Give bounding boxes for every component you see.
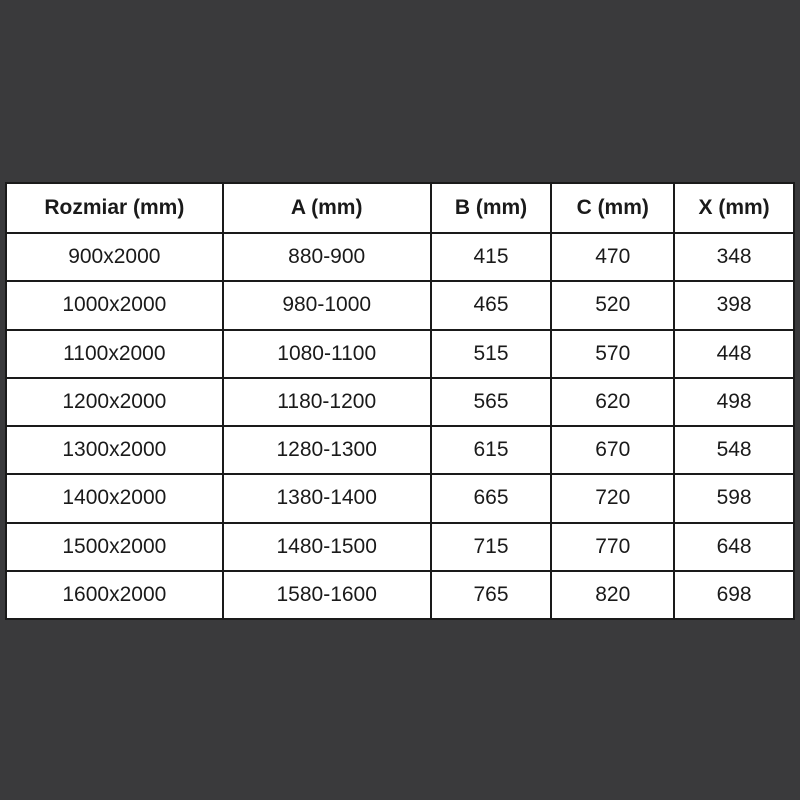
table-cell: 1500x2000 <box>6 523 223 571</box>
table-cell: 1080-1100 <box>223 330 431 378</box>
table-cell: 348 <box>674 233 794 281</box>
table-cell: 520 <box>551 281 674 329</box>
table-cell: 1200x2000 <box>6 378 223 426</box>
table-cell: 1280-1300 <box>223 426 431 474</box>
header-cell: X (mm) <box>674 183 794 233</box>
table-cell: 820 <box>551 571 674 619</box>
table-cell: 570 <box>551 330 674 378</box>
table-cell: 548 <box>674 426 794 474</box>
table-row <box>6 426 794 474</box>
table-cell: 1180-1200 <box>223 378 431 426</box>
header-row <box>6 183 794 233</box>
table-cell: 415 <box>431 233 552 281</box>
table-cell: 1580-1600 <box>223 571 431 619</box>
table-cell: 1100x2000 <box>6 330 223 378</box>
table-cell: 980-1000 <box>223 281 431 329</box>
table-cell: 698 <box>674 571 794 619</box>
table-cell: 900x2000 <box>6 233 223 281</box>
table-row <box>6 233 794 281</box>
dimensions-table-container <box>5 182 795 620</box>
table-cell: 720 <box>551 474 674 522</box>
table-cell: 1380-1400 <box>223 474 431 522</box>
header-cell: C (mm) <box>551 183 674 233</box>
table-cell: 615 <box>431 426 552 474</box>
table-cell: 448 <box>674 330 794 378</box>
table-cell: 1000x2000 <box>6 281 223 329</box>
table-row <box>6 378 794 426</box>
table-row <box>6 474 794 522</box>
table-row <box>6 330 794 378</box>
table-cell: 770 <box>551 523 674 571</box>
header-cell: A (mm) <box>223 183 431 233</box>
table-cell: 1400x2000 <box>6 474 223 522</box>
table-cell: 465 <box>431 281 552 329</box>
table-cell: 1480-1500 <box>223 523 431 571</box>
table-cell: 715 <box>431 523 552 571</box>
dimensions-table <box>5 182 795 620</box>
table-cell: 1600x2000 <box>6 571 223 619</box>
table-cell: 598 <box>674 474 794 522</box>
table-cell: 880-900 <box>223 233 431 281</box>
table-row <box>6 281 794 329</box>
table-cell: 515 <box>431 330 552 378</box>
header-cell: B (mm) <box>431 183 552 233</box>
table-cell: 398 <box>674 281 794 329</box>
table-cell: 620 <box>551 378 674 426</box>
table-body <box>6 233 794 619</box>
table-cell: 565 <box>431 378 552 426</box>
table-cell: 665 <box>431 474 552 522</box>
table-cell: 470 <box>551 233 674 281</box>
table-row <box>6 571 794 619</box>
table-cell: 648 <box>674 523 794 571</box>
table-cell: 670 <box>551 426 674 474</box>
table-cell: 498 <box>674 378 794 426</box>
table-row <box>6 523 794 571</box>
header-cell: Rozmiar (mm) <box>6 183 223 233</box>
table-cell: 765 <box>431 571 552 619</box>
table-cell: 1300x2000 <box>6 426 223 474</box>
